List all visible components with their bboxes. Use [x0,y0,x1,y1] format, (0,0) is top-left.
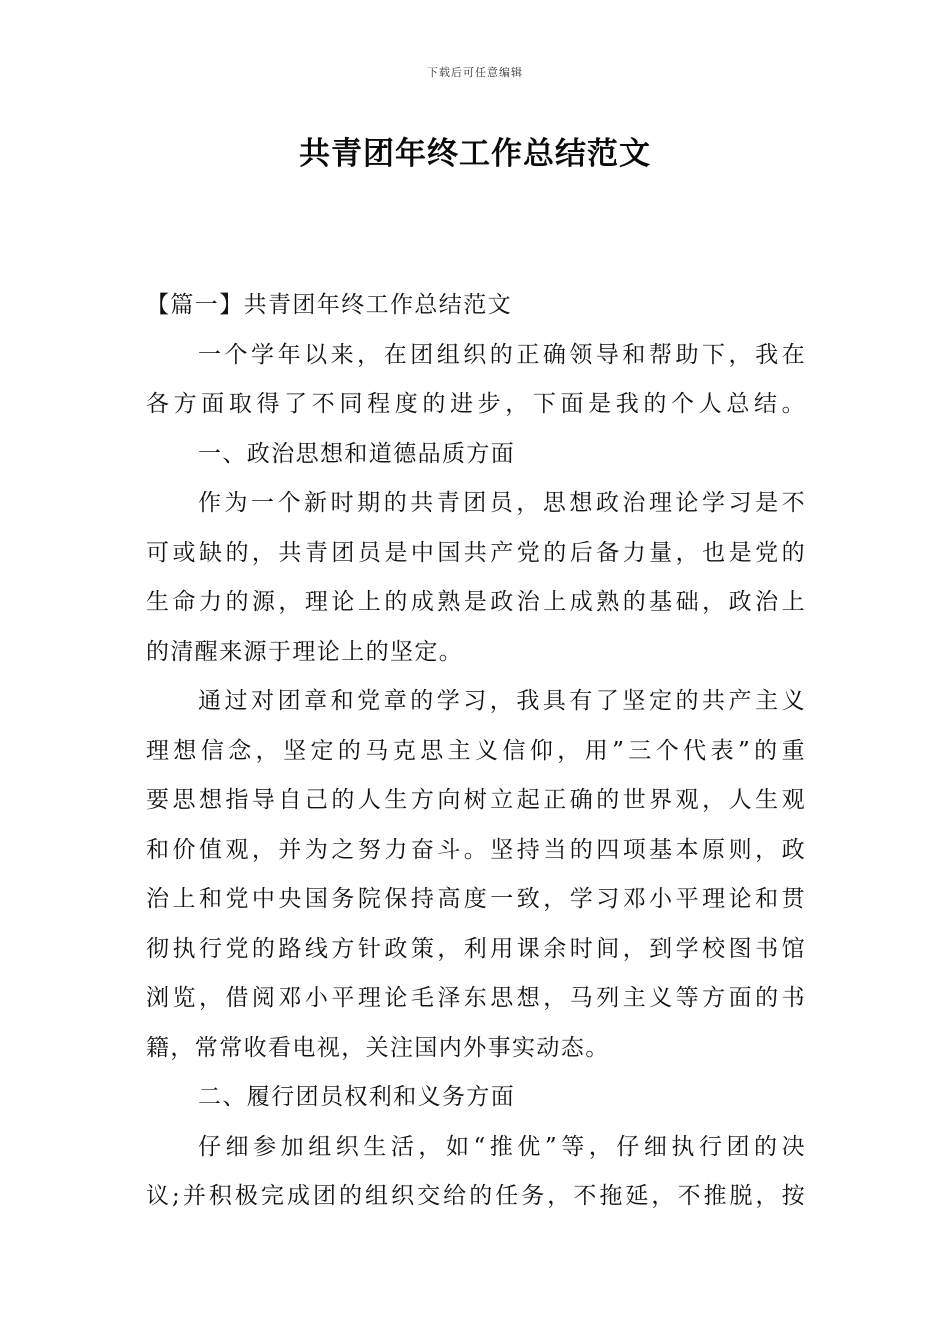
header-note: 下载后可任意编辑 [427,66,523,79]
paragraph-line: 生命力的源，理论上的成熟是政治上成熟的基础，政治上 [146,589,806,615]
section-heading-2: 二、履行团员权利和义务方面 [198,1084,516,1110]
document-title: 共青团年终工作总结范文 [299,136,651,172]
paragraph-line: 彻执行党的路线方针政策，利用课余时间，到学校图书馆 [146,935,806,962]
paragraph-line: 仔细参加组织生活，如“推优”等，仔细执行团的决 [198,1133,806,1160]
paragraph-line: 治上和党中央国务院保持高度一致，学习邓小平理论和贯 [146,886,806,912]
paragraph-line: 各方面取得了不同程度的进步，下面是我的个人总结。 [146,391,806,417]
document-body [146,281,806,1222]
section-heading-1: 一、政治思想和道德品质方面 [198,440,516,467]
paragraph-line: 的清醒来源于理论上的坚定。 [146,638,464,665]
paragraph-line: 要思想指导自己的人生方向树立起正确的世界观，人生观 [146,787,806,813]
part-heading: 【篇一】共青团年终工作总结范文 [146,292,512,318]
paragraph-line: 一个学年以来，在团组织的正确领导和帮助下，我在 [198,341,806,368]
paragraph-line: 理想信念，坚定的马克思主义信仰，用”三个代表”的重 [146,737,806,764]
paragraph-line: 通过对团章和党章的学习，我具有了坚定的共产主义 [198,688,806,714]
paragraph-line: 议;并积极完成团的组织交给的任务，不拖延，不推脱，按 [146,1183,806,1209]
paragraph-line: 可或缺的，共青团员是中国共产党的后备力量，也是党的 [146,539,806,566]
paragraph-line: 和价值观，并为之努力奋斗。坚持当的四项基本原则，政 [146,836,806,863]
paragraph-line: 作为一个新时期的共青团员，思想政治理论学习是不 [198,490,806,516]
paragraph-line: 浏览，借阅邓小平理论毛泽东思想，马列主义等方面的书 [146,985,806,1011]
paragraph-line: 籍，常常收看电视，关注国内外事实动态。 [146,1034,610,1061]
